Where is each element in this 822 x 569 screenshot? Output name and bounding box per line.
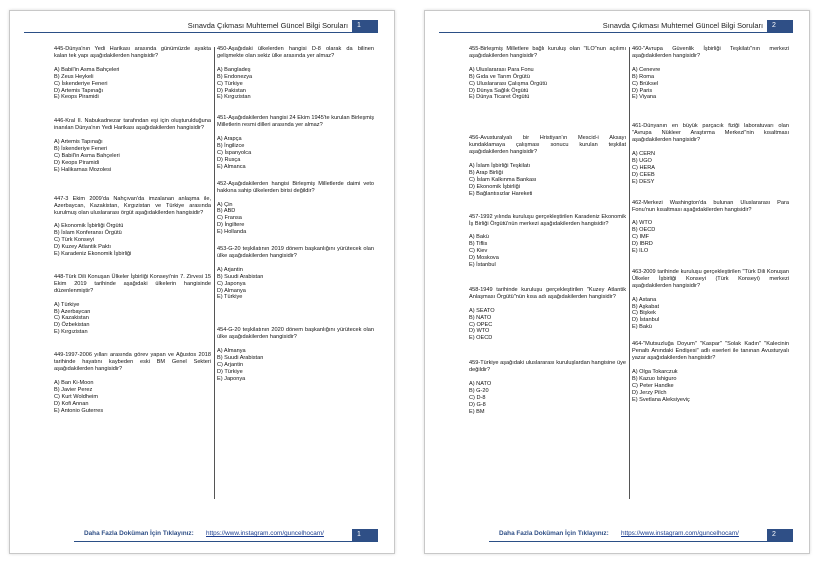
answer-option: E) Karadeniz Ekonomik İşbirliği bbox=[54, 251, 132, 258]
page-number: 2 bbox=[767, 20, 793, 32]
answer-option: E) Svetlana Aleksiyeviç bbox=[632, 396, 690, 403]
answer-option: D) Paris bbox=[632, 87, 653, 94]
left-column bbox=[469, 46, 626, 416]
answer-option: C) HERA bbox=[632, 164, 655, 171]
answer-option: A) Olga Tokarczuk bbox=[632, 368, 678, 375]
question-block bbox=[54, 352, 211, 414]
page-footer bbox=[74, 529, 378, 542]
answer-option: C) Türk Konseyi bbox=[54, 237, 94, 244]
question-block bbox=[217, 327, 374, 382]
answer-option: B) ABD bbox=[217, 208, 236, 215]
answer-option: B) Azerbaycan bbox=[54, 308, 91, 315]
question-block bbox=[632, 46, 789, 101]
question-block bbox=[632, 200, 789, 255]
answer-option: D) Jerzy Pilch bbox=[632, 389, 667, 396]
question-text: 458-1949 tarihinde kuruluşu gerçekleştirilen "Kuzey Atlantik Anlaşması Örgütü"nün kısa adı aşağıdakilerden hangisidir? bbox=[469, 286, 626, 300]
footer-page-number: 2 bbox=[767, 529, 793, 541]
answer-option: A) Ban Ki-Moon bbox=[54, 379, 94, 386]
question-text: 445-Dünya'nın Yedi Harikası arasında günümüzde ayakta kalan tek yapı aşağıdakilerden hangisidir? bbox=[54, 46, 211, 59]
answer-option: A) Babil'in Asma Bahçeleri bbox=[54, 66, 120, 73]
answer-option: A) Arjantin bbox=[217, 266, 243, 273]
header-title: Sınavda Çıkması Muhtemel Güncel Bilgi Soruları bbox=[187, 21, 348, 30]
answer-option: C) Uluslararası Çalışma Örgütü bbox=[469, 80, 548, 87]
answer-option: B) Suudi Arabistan bbox=[217, 273, 264, 280]
column-divider bbox=[214, 47, 215, 499]
answer-option: D) Keops Piramidi bbox=[54, 159, 100, 166]
question-block bbox=[54, 118, 211, 173]
answer-option: E) DESY bbox=[632, 178, 655, 185]
answer-option: D) İngiltere bbox=[217, 222, 245, 229]
column-divider bbox=[629, 47, 630, 499]
answer-option: A) Ekonomik İşbirliği Örgütü bbox=[54, 223, 124, 230]
question-block bbox=[469, 135, 626, 197]
answer-option: A) Cenevre bbox=[632, 66, 661, 73]
question-text: 461-Dünyanın en büyük parçacık fiziği laboratuvarı olan "Avrupa Nükleer Araştırma Merkezi"nin kısaltması aşağıdakilerden hangisidir? bbox=[632, 123, 789, 144]
answer-option: E) Antonio Guterres bbox=[54, 407, 104, 414]
answer-option: E) Kırgızistan bbox=[54, 329, 88, 336]
answer-option: A) SEATO bbox=[469, 307, 495, 314]
answer-option: C) İskenderiye Feneri bbox=[54, 80, 108, 87]
answer-option: A) WTO bbox=[632, 220, 653, 227]
question-block bbox=[54, 274, 211, 336]
answer-option: D) Artemis Tapınağı bbox=[54, 87, 104, 94]
answer-option: E) Keops Piramidi bbox=[54, 94, 99, 101]
answer-option: B) OECD bbox=[632, 227, 656, 234]
answer-option: E) Viyana bbox=[632, 94, 657, 101]
answer-option: B) Arap Birliği bbox=[469, 169, 503, 176]
footer-page-number: 1 bbox=[352, 529, 378, 541]
question-text: 447-3 Ekim 2009'da Nahçıvan'da imzalanan anlaşma ile, Azerbaycan, Kazakistan, Kırgızistan ve Türkiye arasında kurulmuş olan uluslararası örgüt aşağıdakilerden hangisidir? bbox=[54, 195, 211, 216]
answer-option: B) Roma bbox=[632, 73, 655, 80]
instagram-link[interactable]: https://www.instagram.com/guncelhocam/ bbox=[621, 530, 739, 537]
answer-option: D) Türkiye bbox=[217, 368, 243, 375]
answer-option: D) İstanbul bbox=[632, 317, 660, 324]
answer-option: C) İslam Kalkınma Bankası bbox=[469, 176, 537, 183]
answer-option: C) Kazakistan bbox=[54, 315, 89, 322]
question-text: 462-Merkezi Washington'da bulunan Uluslararası Para Fonu'nun kısaltması aşağıdakilerden hangisidir? bbox=[632, 199, 789, 213]
answer-option: A) Bakü bbox=[469, 234, 489, 241]
question-block bbox=[469, 287, 626, 342]
answer-option: D) Özbekistan bbox=[54, 322, 90, 329]
answer-option: B) Gıda ve Tarım Örgütü bbox=[469, 73, 530, 80]
answer-option: B) İngilizce bbox=[217, 143, 245, 150]
answer-option: E) Japonya bbox=[217, 375, 246, 382]
question-text: 451-Aşağıdakilerden hangisi 24 Ekim 1945'te kurulan Birleşmiş Milletlerin resmi dilleri arasında yer almaz? bbox=[217, 115, 374, 129]
question-block bbox=[217, 246, 374, 301]
answer-option: C) Peter Handke bbox=[632, 382, 674, 389]
answer-option: A) Bangladeş bbox=[217, 66, 251, 73]
answer-option: C) Kiev bbox=[469, 248, 488, 255]
question-block bbox=[217, 46, 374, 101]
footer-label: Daha Fazla Doküman İçin Tıklayınız: bbox=[499, 530, 609, 537]
question-text: 456-Avusturalyalı bir Hristiyan'ın Mescid-i Aksayı kundaklamaya çalışması sonucu kurulan teşkilat aşağıdakilerden hangisidir? bbox=[469, 135, 626, 156]
answer-option: E) Kırgızistan bbox=[217, 94, 251, 101]
answer-option: B) NATO bbox=[469, 314, 492, 321]
answer-option: B) Zeus Heykeli bbox=[54, 73, 94, 80]
answer-option: E) Dünya Ticaret Örgütü bbox=[469, 94, 530, 101]
answer-option: E) Bağlantısızlar Hareketi bbox=[469, 190, 533, 197]
answer-option: B) İskenderiye Feneri bbox=[54, 146, 108, 153]
answer-option: D) G-8 bbox=[469, 401, 486, 408]
answer-option: D) Pakistan bbox=[217, 87, 246, 94]
question-block bbox=[217, 181, 374, 236]
page-header bbox=[439, 20, 793, 33]
question-text: 450-Aşağıdaki ülkelerden hangisi D-8 olarak da bilinen gelişmekte olan sekiz ülke arasında yer almaz? bbox=[217, 46, 374, 59]
answer-option: B) Kazuo Ishiguro bbox=[632, 375, 677, 382]
answer-option: C) İspanyolca bbox=[217, 149, 252, 156]
answer-option: D) IBRD bbox=[632, 241, 653, 248]
answer-option: C) Kurt Woldheim bbox=[54, 393, 99, 400]
question-text: 463-2009 tarihinde kuruluşu gerçekleştirilen "Türk Dili Konuşan Ülkeler İşbirliği Konseyi (Türk Konseyi) merkezi aşağıdakilerden hangisidir? bbox=[632, 268, 789, 289]
page-number: 1 bbox=[352, 20, 378, 32]
answer-option: E) Halikarnas Mozolesi bbox=[54, 166, 112, 173]
answer-option: A) Türkiye bbox=[54, 301, 80, 308]
answer-option: C) Bişkek bbox=[632, 310, 656, 317]
question-text: 452-Aşağıdakilerden hangisi Birleşmiş Milletlerde daimi veto hakkına sahip ülkelerden birisi değildir? bbox=[217, 180, 374, 194]
question-text: 457-1992 yılında kuruluşu gerçekleştirilen Karadeniz Ekonomik İş Birliği Örgütü'nün merkezi aşağıdakilerden hangisidir? bbox=[469, 213, 626, 227]
answer-option: A) Almanya bbox=[217, 348, 246, 355]
page-footer bbox=[489, 529, 793, 542]
answer-option: C) IMF bbox=[632, 234, 650, 241]
question-block bbox=[632, 269, 789, 331]
question-text: 453-G-20 teşkilatının 2019 dönem başkanlığını yürütecek olan ülke aşağıdakilerden hangisidir? bbox=[217, 246, 374, 259]
right-column bbox=[632, 46, 789, 403]
instagram-link[interactable]: https://www.instagram.com/guncelhocam/ bbox=[206, 530, 324, 537]
answer-option: D) Rusça bbox=[217, 156, 241, 163]
question-text: 455-Birleşmiş Milletlere bağlı kuruluş olan "ILO"nun açılımı aşağıdakilerden hangisidir? bbox=[469, 46, 626, 59]
answer-option: A) NATO bbox=[469, 381, 492, 388]
answer-option: E) BM bbox=[469, 408, 485, 415]
footer-label: Daha Fazla Doküman İçin Tıklayınız: bbox=[84, 530, 194, 537]
question-block bbox=[632, 341, 789, 403]
answer-option: A) Artemis Tapınağı bbox=[54, 139, 103, 146]
answer-option: C) Türkiye bbox=[217, 80, 243, 87]
page-header bbox=[24, 20, 378, 33]
answer-option: D) Ekonomik İşbirliği bbox=[469, 183, 520, 190]
right-column bbox=[217, 46, 374, 383]
question-text: 449-1997-2006 yılları arasında görev yapan ve Ağustos 2018 tarihinde hayatını kaybeden eski BM Genel Sekteri aşağıdakilerden hangisidir? bbox=[54, 352, 211, 372]
answer-option: D) Kofi Annan bbox=[54, 400, 89, 407]
answer-option: C) Fransa bbox=[217, 215, 242, 222]
answer-option: A) İslam İşbirliği Teşkilatı bbox=[469, 163, 531, 170]
answer-option: B) Aşkabat bbox=[632, 303, 660, 310]
answer-option: B) Javier Perez bbox=[54, 386, 93, 393]
question-text: 448-Türk Dili Konuşan Ülkeler İşbirliği Konseyi'nin 7. Zirvesi 15 Ekim 2019 tarihinde aşağıdaki ülkelerin hangisinde düzenlenmiştir? bbox=[54, 273, 211, 294]
answer-option: A) Arapça bbox=[217, 136, 242, 143]
question-block bbox=[54, 46, 211, 101]
answer-option: C) Babil'in Asma Bahçeleri bbox=[54, 152, 120, 159]
question-block bbox=[217, 115, 374, 170]
answer-option: E) ILO bbox=[632, 248, 649, 255]
answer-option: C) Japonya bbox=[217, 280, 246, 287]
answer-option: D) CEEB bbox=[632, 171, 655, 178]
page-1 bbox=[9, 10, 395, 554]
answer-option: D) Kuzey Atlantik Paktı bbox=[54, 244, 111, 251]
answer-option: E) Türkiye bbox=[217, 294, 243, 301]
question-text: 464-"Mutsuzluğa Doyum" "Kaspar" "Solak Kadın" "Kalecinin Penaltı Anındaki Endişesi" adlı eserleri ile tanınan Avusturyalı yazar aşağıdakilerden hangisidir? bbox=[632, 341, 789, 361]
answer-option: A) Uluslararası Para Fonu bbox=[469, 66, 534, 73]
answer-option: C) Arjantin bbox=[217, 362, 244, 368]
header-title: Sınavda Çıkması Muhtemel Güncel Bilgi Soruları bbox=[602, 21, 763, 30]
answer-option: B) Tiflis bbox=[469, 241, 488, 248]
question-text: 454-G-20 teşkilatının 2020 dönem başkanlığını yürütecek olan ülke aşağıdakilerden hangisidir? bbox=[217, 327, 374, 341]
answer-option: B) UGO bbox=[632, 157, 652, 164]
answer-option: E) Almanca bbox=[217, 163, 246, 170]
question-text: 459-Türkiye aşağıdaki uluslararası kuruluşlardan hangisine üye değildir? bbox=[469, 360, 626, 374]
answer-option: E) OECD bbox=[469, 335, 493, 342]
answer-option: D) Moskova bbox=[469, 255, 499, 262]
question-block bbox=[469, 214, 626, 269]
answer-option: A) Astana bbox=[632, 296, 657, 303]
answer-option: E) Bakü bbox=[632, 324, 652, 331]
answer-option: D) Dünya Sağlık Örgütü bbox=[469, 87, 529, 94]
answer-option: D) Almanya bbox=[217, 287, 246, 294]
question-text: 460-"Avrupa Güvenlik İşbirliği Teşkilatı"nın merkezi aşağıdakilerden hangisidir? bbox=[632, 46, 789, 59]
answer-option: C) Brüksel bbox=[632, 80, 659, 87]
page-2 bbox=[424, 10, 810, 554]
answer-option: A) Çin bbox=[217, 201, 233, 208]
answer-option: B) G-20 bbox=[469, 388, 489, 394]
answer-option: C) D-8 bbox=[469, 394, 486, 401]
question-block bbox=[469, 360, 626, 415]
question-block bbox=[54, 196, 211, 258]
answer-option: B) Endonezya bbox=[217, 73, 253, 80]
answer-option: C) OPEC bbox=[469, 321, 493, 328]
answer-option: E) Hollanda bbox=[217, 229, 247, 236]
answer-option: B) Suudi Arabistan bbox=[217, 355, 264, 362]
answer-option: D) WTO bbox=[469, 328, 490, 335]
left-column bbox=[54, 46, 211, 414]
answer-option: E) İstanbul bbox=[469, 262, 496, 269]
question-block bbox=[469, 46, 626, 101]
question-text: 446-Kral II. Nabukadnezar tarafından eşi için oluşturulduğuna inanılan Dünya'nın Yedi Harikası aşağıdakilerden hangisidir? bbox=[54, 118, 211, 132]
answer-option: A) CERN bbox=[632, 151, 655, 158]
answer-option: B) İslam Konferansı Örgütü bbox=[54, 230, 122, 237]
question-block bbox=[632, 123, 789, 185]
